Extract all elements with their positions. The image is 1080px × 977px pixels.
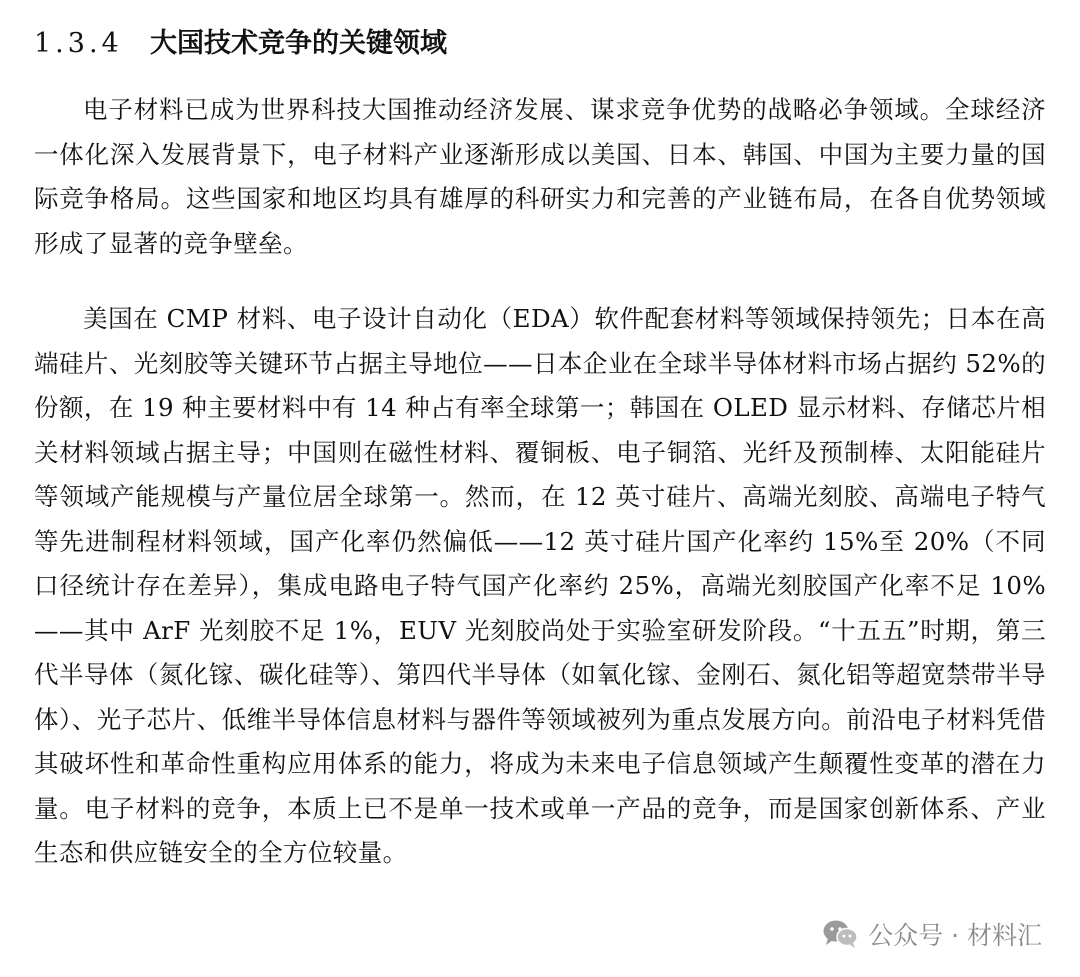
- section-number: 1.3.4: [34, 28, 123, 59]
- section-heading: [34, 22, 447, 66]
- section-title: 大国技术竞争的关键领域: [150, 28, 447, 59]
- paragraph-intro: 电子材料已成为世界科技大国推动经济发展、谋求竞争优势的战略必争领域。全球经济一体化深入发展背景下，电子材料产业逐渐形成以美国、日本、韩国、中国为主要力量的国际竞争格局。这些国家和地区均具有雄厚的科研实力和完善的产业链布局，在各自优势领域形成了显著的竞争壁垒。: [34, 95, 1046, 258]
- watermark-text: 公众号 · 材料汇: [868, 921, 1042, 950]
- paragraph-detail: 美国在 CMP 材料、电子设计自动化（EDA）软件配套材料等领域保持领先；日本在高端硅片、光刻胶等关键环节占据主导地位——日本企业在全球半导体材料市场占据约 52%的份额，在 19 种主要材料中有 14 种占有率全球第一；韩国在 OLED 显示材料、存储芯片相关材料领域占据主导；中国则在磁性材料、覆铜板、电子铜箔、光纤及预制棒、太阳能硅片等领域产能规模与产量位居全球第一。然而，在 12 英寸硅片、高端光刻胶、高端电子特气等先进制程材料领域，国产化率仍然偏低——12 英寸硅片国产化率约 15%至 20%（不同口径统计存在差异），集成电路电子特气国产化率约 25%，高端光刻胶国产化率不足 10%——其中 ArF 光刻胶不足 1%，EUV 光刻胶尚处于实验室研发阶段。“十五五”时期，第三代半导体（氮化镓、碳化硅等）、第四代半导体（如氧化镓、金刚石、氮化铝等超宽禁带半导体）、光子芯片、低维半导体信息材料与器件等领域被列为重点发展方向。前沿电子材料凭借其破坏性和革命性重构应用体系的能力，将成为未来电子信息领域产生颠覆性变革的潜在力量。电子材料的竞争，本质上已不是单一技术或单一产品的竞争，而是国家创新体系、产业生态和供应链安全的全方位较量。: [34, 304, 1046, 867]
- wechat-watermark: [818, 912, 1046, 956]
- wechat-icon: [822, 918, 860, 950]
